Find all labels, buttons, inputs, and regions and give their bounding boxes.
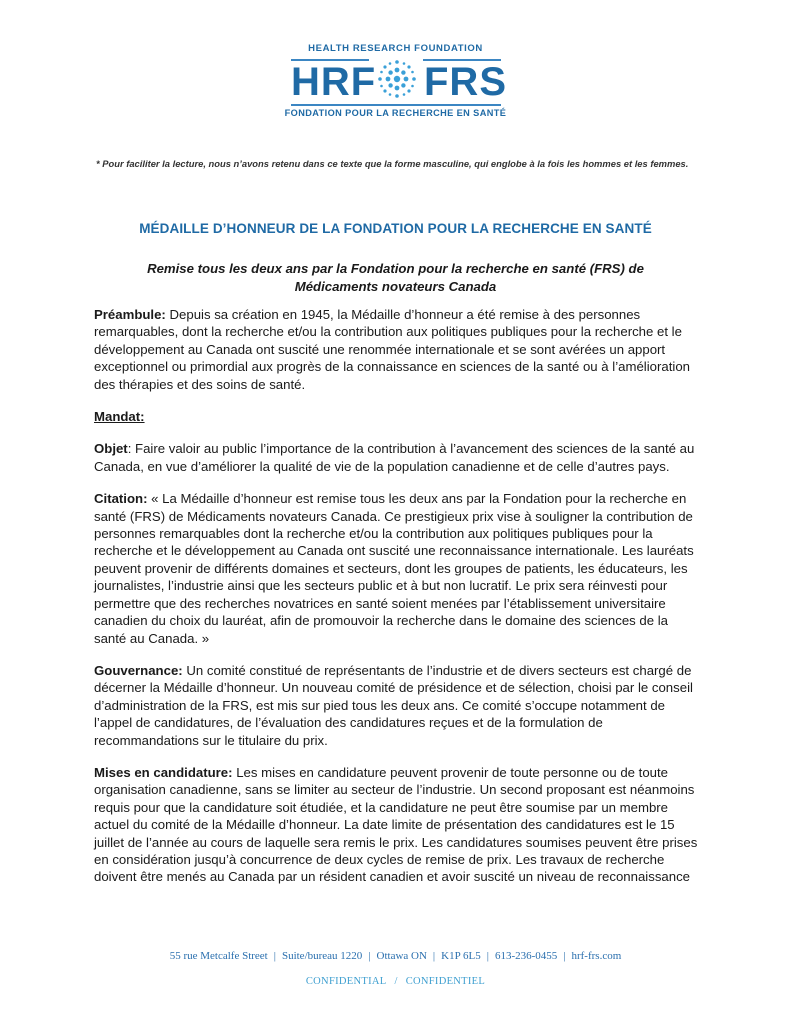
citation-paragraph [94, 490, 702, 647]
logo-top-text: HEALTH RESEARCH FOUNDATION [308, 43, 483, 54]
gouvernance-label: Gouvernance: [94, 662, 183, 678]
footer-suite: Suite/bureau 1220 [281, 950, 363, 962]
page-title: MÉDAILLE D’HONNEUR DE LA FONDATION POUR LA RECHERCHE EN SANTÉ [139, 221, 652, 236]
preambule-paragraph [94, 306, 702, 393]
confidential-fr: CONFIDENTIEL [405, 976, 486, 987]
footer-separator: | [273, 950, 276, 962]
objet-text: : Faire valoir au public l’importance de la contribution à l’avancement des sciences de la santé au Canada, en vue d’améliorer la qualité de vie de la population canadienne et de celle d’autres pays. [94, 441, 695, 474]
confidential-marking [0, 976, 791, 987]
footer-city: Ottawa ON [376, 950, 427, 962]
gouvernance-paragraph [94, 662, 702, 749]
citation-label: Citation: [94, 491, 148, 507]
candidature-paragraph [94, 764, 702, 886]
gouvernance-text: Un comité constitué de représentants de l’industrie et de divers secteurs est chargé de décerner la Médaille d’honneur. Un nouveau comité de présidence et de sélection, choisi par le conseil d’administration de la FRS, est mis sur pied tous les deux ans. Ce comité s’occupe notamment de l’appel de candidatures, de l’évaluation des candidatures reçues et de la formulation de recommandations sur le titulaire du prix. [94, 662, 693, 748]
gender-note: * Pour faciliter la lecture, nous n’avons retenu dans ce texte que la forme masculine, qui englobe à la fois les hommes et les femmes. [96, 158, 689, 169]
footer-website: hrf-frs.com [571, 950, 622, 962]
preambule-text: Depuis sa création en 1945, la Médaille d’honneur a été remise à des personnes remarquables, dont la recherche et/ou la contribution aux politiques publiques pour la recherche et le développement au Canada ont suscité une renommée internationale et se sont avérées un apport exceptionnel ou primordial aux progrès de la connaissance en sciences de la santé ou à l’amélioration des thérapies et des soins de santé. [94, 307, 690, 392]
document-body [94, 306, 702, 901]
logo-bottom-text: FONDATION POUR LA RECHERCHE EN SANTÉ [284, 108, 507, 118]
footer-street: 55 rue Metcalfe Street [169, 950, 268, 962]
mandat-heading-paragraph [94, 408, 702, 425]
candidature-label: Mises en candidature: [94, 764, 233, 780]
confidential-slash: / [394, 976, 398, 987]
objet-label: Objet [94, 441, 128, 457]
objet-paragraph [94, 440, 702, 475]
candidature-text: Les mises en candidature peuvent provenir de toute personne ou de toute organisation canadienne, sans se limiter au secteur de l’industrie. Un second proposant est néanmoins requis pour que la candidature soit étudiée, et la candidature ne peut être soumise par un membre actuel du comité de la Médaille d’honneur. La date limite de présentation des candidatures est le 15 juillet de l’année au cours de laquelle sera remis le prix. Les candidatures soumises peuvent être prises en considération jusqu’à concurrence de deux cycles de remise de prix. Les travaux de recherche doivent être menés au Canada par un résident canadien et avoir suscité un niveau de reconnaissance [94, 764, 698, 885]
confidential-en: CONFIDENTIAL [305, 976, 387, 987]
footer-separator: | [486, 950, 489, 962]
footer-address [0, 950, 791, 962]
logo-word-frs: FRS [424, 60, 507, 104]
footer-separator: | [563, 950, 566, 962]
footer-separator: | [368, 950, 371, 962]
logo-word-hrf: HRF [291, 60, 377, 104]
citation-text: « La Médaille d’honneur est remise tous les deux ans par la Fondation pour la recherche en santé (FRS) de Médicaments novateurs Canada. Ce prestigieux prix vise à souligner la contribution de personnes remarquables dont la recherche et/ou la contribution aux politiques publiques pour la recherche et le développement au Canada ont suscité une reconnaissance internationale. Les lauréats peuvent provenir de différents domaines et secteurs, dont les groupes de patients, les éducateurs, les journalistes, l’industrie ainsi que les secteurs public et à but non lucratif. Le prix sera réinvesti pour permettre que des recherches novatrices en santé soient menées par l’établissement universitaire canadien du choix du lauréat, afin de promouvoir la recherche dans le domaine des sciences de la santé au Canada. » [94, 491, 694, 646]
footer-separator: | [432, 950, 436, 962]
mandat-heading: Mandat: [94, 409, 145, 425]
footer-phone: 613-236-0455 [494, 950, 558, 962]
preambule-label: Préambule: [94, 307, 166, 322]
logo-starburst-icon [375, 57, 419, 101]
page-subtitle: Remise tous les deux ans par la Fondation pour la recherche en santé (FRS) de Médicaments novateurs Canada [147, 261, 644, 294]
footer-postal: K1P 6L5 [441, 950, 481, 962]
logo-rule-bottom [291, 104, 501, 106]
